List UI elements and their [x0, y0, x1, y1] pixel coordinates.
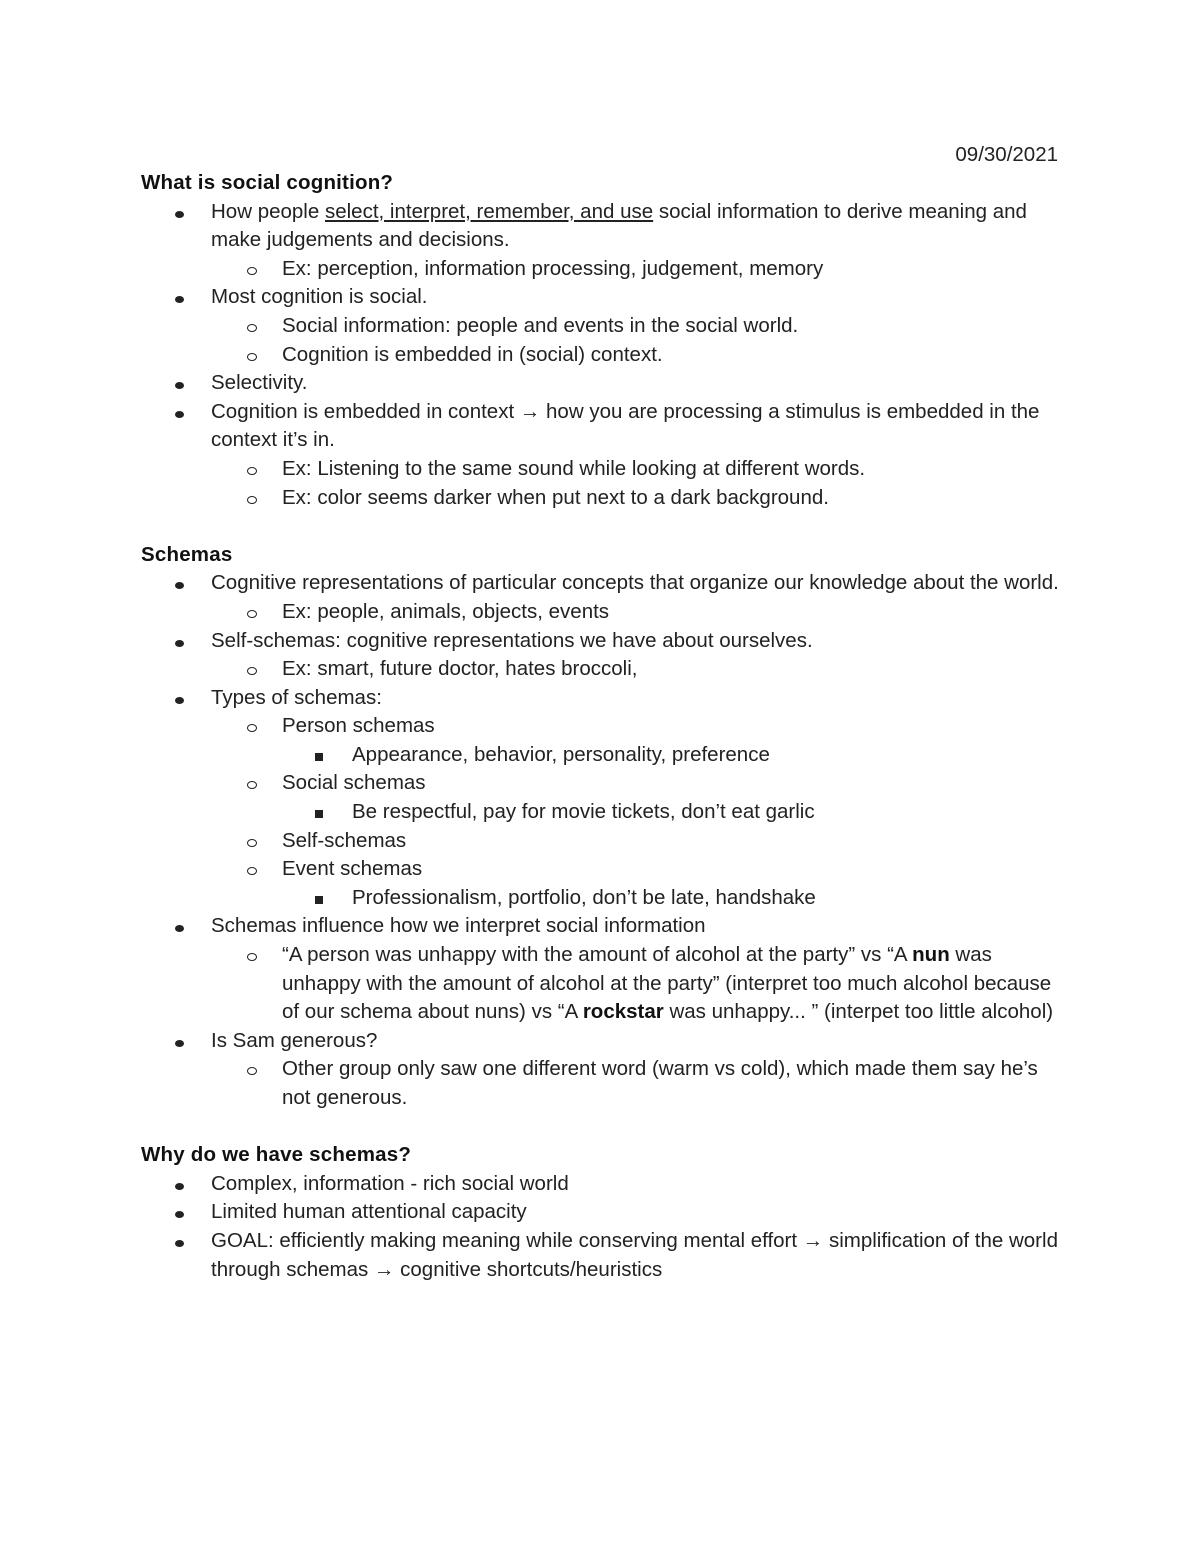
list-item [141, 827, 1061, 856]
list-item [141, 484, 1061, 513]
date: 09/30/2021 [955, 143, 1058, 166]
item-text: GOAL: efficiently making meaning while conserving mental effort → simplification of the world through schemas → cognitive shortcuts/heuristics [211, 1228, 1058, 1281]
list-item [141, 798, 1061, 827]
bullet-icon [175, 1170, 184, 1199]
bullet-icon [175, 1198, 184, 1227]
spacer [141, 512, 1061, 541]
item-text: Complex, information - rich social world [211, 1171, 569, 1195]
bold-text: nun [912, 943, 950, 967]
circle-bullet-icon [247, 255, 257, 284]
bullet-icon [175, 198, 184, 227]
bullet-icon [175, 627, 184, 656]
item-text: Ex: smart, future doctor, hates broccoli, [282, 657, 638, 681]
item-text: Limited human attentional capacity [211, 1200, 527, 1224]
item-text: Ex: color seems darker when put next to a dark background. [282, 485, 829, 509]
bullet-icon [175, 912, 184, 941]
bullet-icon [175, 398, 184, 427]
list-item [141, 255, 1061, 284]
section-list [141, 198, 1061, 513]
list-item [141, 569, 1061, 598]
item-text: Types of schemas: [211, 685, 382, 709]
list-item [141, 598, 1061, 627]
list-item [141, 341, 1061, 370]
item-text: Most cognition is social. [211, 285, 428, 309]
list-item [141, 855, 1061, 884]
circle-bullet-icon [247, 769, 257, 798]
item-text: Self-schemas: cognitive representations we have about ourselves. [211, 628, 813, 652]
circle-bullet-icon [247, 598, 257, 627]
circle-bullet-icon [247, 484, 257, 513]
list-item [141, 769, 1061, 798]
circle-bullet-icon [247, 941, 257, 970]
list-item [141, 1027, 1061, 1056]
item-text: Ex: Listening to the same sound while looking at different words. [282, 456, 866, 480]
item-text: Event schemas [282, 857, 423, 881]
list-item [141, 455, 1061, 484]
item-text: Other group only saw one different word (warm vs cold), which made them say he’s not generous. [282, 1057, 1038, 1109]
circle-bullet-icon [247, 712, 257, 741]
list-item [141, 1055, 1061, 1112]
bullet-icon [175, 369, 184, 398]
bullet-icon [175, 1027, 184, 1056]
item-text: Ex: perception, information processing, judgement, memory [282, 256, 824, 280]
item-text: How people select, interpret, remember, and use social information to derive meaning and make judgements and decisions. [211, 199, 1027, 252]
list-item [141, 912, 1061, 941]
list-item [141, 684, 1061, 713]
item-text: Social information: people and events in the social world. [282, 313, 799, 337]
circle-bullet-icon [247, 455, 257, 484]
section-list [141, 569, 1061, 1112]
circle-bullet-icon [247, 827, 257, 856]
bullet-icon [175, 684, 184, 713]
square-bullet-icon [315, 798, 323, 827]
list-item [141, 312, 1061, 341]
list-item [141, 627, 1061, 656]
list-item [141, 398, 1061, 455]
list-item [141, 198, 1061, 255]
list-item [141, 884, 1061, 913]
item-text: Cognition is embedded in (social) context. [282, 342, 663, 366]
bold-text: rockstar [582, 1000, 664, 1024]
bullet-icon [175, 1227, 184, 1256]
item-text: Ex: people, animals, objects, events [282, 599, 610, 623]
item-text: Selectivity. [211, 371, 308, 395]
list-item [141, 283, 1061, 312]
list-item [141, 1170, 1061, 1199]
list-item [141, 1198, 1061, 1227]
item-text: “A person was unhappy with the amount of alcohol at the party” vs “A nun was unhappy with the amount of alcohol at the party” (interpret too much alcohol because of our schema about nuns) vs “A rockstar was unhappy... ” (interpet too little alcohol) [282, 943, 1054, 1024]
item-text: Social schemas [282, 771, 426, 795]
circle-bullet-icon [247, 341, 257, 370]
circle-bullet-icon [247, 855, 257, 884]
list-item [141, 369, 1061, 398]
circle-bullet-icon [247, 1055, 257, 1084]
item-text: Cognitive representations of particular concepts that organize our knowledge about the world. [211, 571, 1059, 595]
item-text: Is Sam generous? [211, 1028, 378, 1052]
circle-bullet-icon [247, 655, 257, 684]
list-item [141, 1227, 1061, 1284]
section-heading-schemas: Schemas [141, 542, 233, 566]
list-item [141, 655, 1061, 684]
list-item [141, 741, 1061, 770]
square-bullet-icon [315, 884, 323, 913]
list-item [141, 712, 1061, 741]
notes-body [141, 169, 1061, 1284]
section-heading-social-cognition: What is social cognition? [141, 171, 394, 194]
item-text: Appearance, behavior, personality, preference [352, 742, 770, 766]
item-text: Professionalism, portfolio, don’t be late, handshake [352, 885, 816, 909]
item-text: Schemas influence how we interpret social information [211, 914, 706, 938]
item-text: Be respectful, pay for movie tickets, don’t eat garlic [352, 800, 815, 824]
item-text: Person schemas [282, 714, 435, 738]
item-text: Self-schemas [282, 828, 407, 852]
bullet-icon [175, 569, 184, 598]
spacer [141, 1113, 1061, 1142]
section-list [141, 1170, 1061, 1284]
square-bullet-icon [315, 741, 323, 770]
bullet-icon [175, 283, 184, 312]
section-heading-why-schemas: Why do we have schemas? [141, 1143, 412, 1167]
list-item [141, 941, 1061, 1027]
item-text: Cognition is embedded in context → how you are processing a stimulus is embedded in the context it’s in. [211, 399, 1040, 452]
underlined-text: select, interpret, remember, and use [324, 199, 654, 223]
circle-bullet-icon [247, 312, 257, 341]
